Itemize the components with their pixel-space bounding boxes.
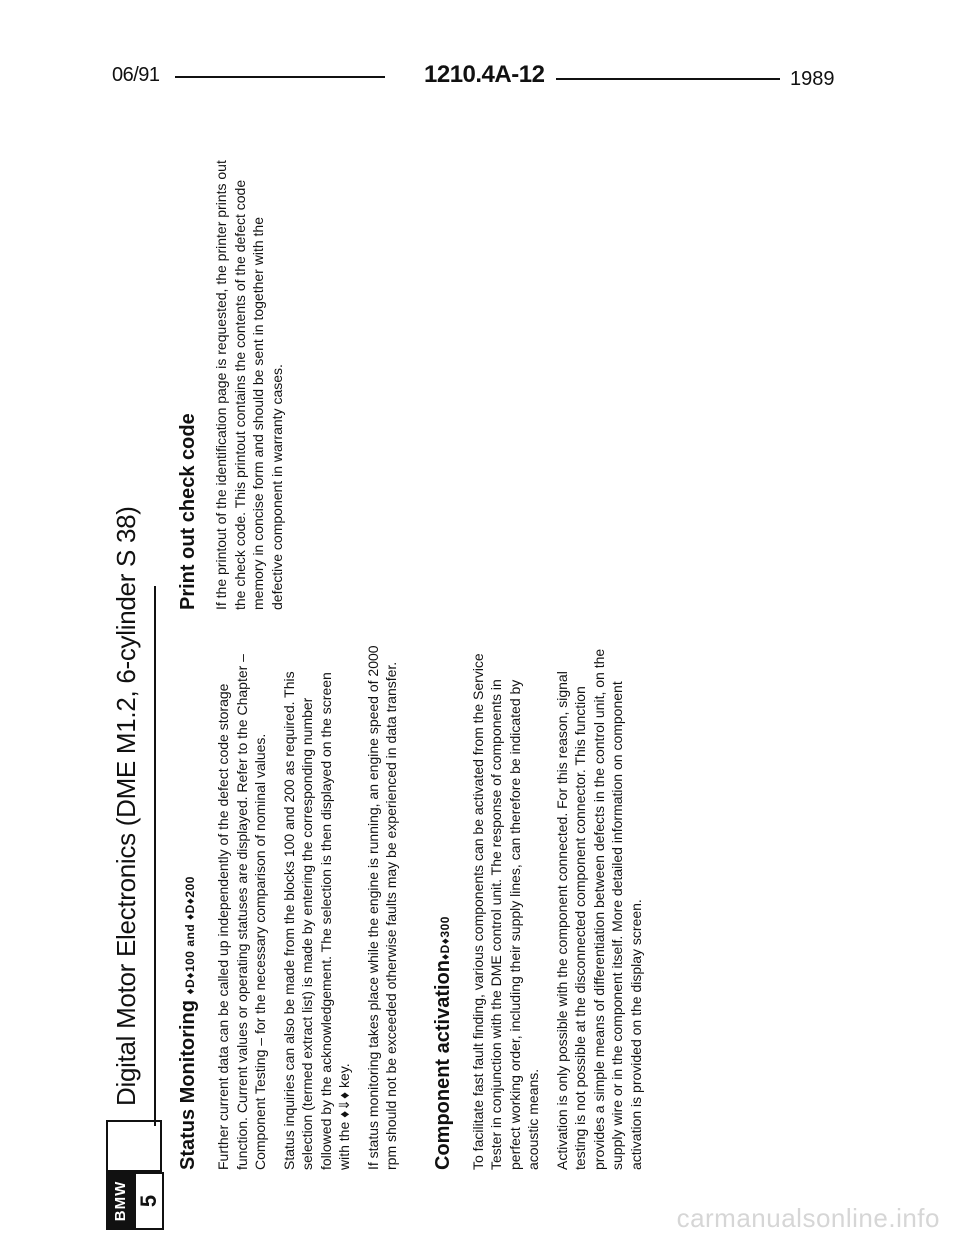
left-column bbox=[176, 645, 655, 1170]
rotated-page-body bbox=[104, 80, 924, 1230]
component-activation-keys: ♦D♦300 bbox=[437, 916, 452, 960]
page-code: 1210.4A-12 bbox=[424, 61, 545, 88]
component-activation-heading bbox=[431, 645, 457, 1170]
logo-empty-box bbox=[106, 1120, 162, 1172]
right-column bbox=[176, 160, 296, 610]
component-activation-heading-text: Component activation bbox=[431, 959, 454, 1170]
status-monitoring-keys: ♦D♦100 and ♦D♦200 bbox=[183, 876, 197, 995]
page-title: Digital Motor Electronics (DME M1.2, 6-cylinder S 38) bbox=[111, 506, 141, 1106]
logo-brand: BMW bbox=[106, 1172, 136, 1230]
status-monitoring-heading-text: Status Monitoring bbox=[177, 994, 199, 1170]
print-check-code-heading: Print out check code bbox=[177, 413, 199, 610]
model-year: 1989 bbox=[790, 68, 835, 90]
status-monitoring-heading bbox=[176, 645, 202, 1170]
site-watermark: carmanualsonline.info bbox=[676, 1203, 940, 1233]
bmw-series-logo bbox=[106, 1172, 164, 1230]
logo-series: 5 bbox=[136, 1172, 164, 1230]
title-underline bbox=[154, 586, 156, 1126]
issue-date: 06/91 bbox=[112, 64, 160, 86]
header-rule-left bbox=[175, 76, 385, 78]
status-monitoring-paragraph-2: Status inquiries can also be made from the blocks 100 and 200 as required. This selection (termed extract list) is made by entering the corresponding number followed by the acknowledgement. The selection is then displayed on the screen with the ♦⇓♦ key. bbox=[280, 671, 352, 1170]
status-monitoring-paragraph-3: If status monitoring takes place while the engine is running, an engine speed of 2000 rpm should not be exceeded otherwise faults may be experienced in data transfer. bbox=[364, 645, 399, 1170]
print-check-code-paragraph: If the printout of the identification page is requested, the printer prints out the check code. This printout contains the contents of the defect code memory in concise form and should be sent in together with the defective component in warranty cases. bbox=[213, 160, 285, 610]
status-monitoring-paragraph-1: Further current data can be called up independently of the defect code storage function. Current values or operating statuses are displayed. Refer to the Chapter – Component Testing – for the necessary comparison of nominal values. bbox=[215, 654, 268, 1170]
component-activation-paragraph-2: Activation is only possible with the component connected. For this reason, signal testing is not possible at the disconnected component connector. This function provides a simple means of differentiation between defects in the control unit, on the supply wire or in the component itself. More detailed information on component activation is provided on the display screen. bbox=[553, 648, 644, 1170]
component-activation-paragraph-1: To facilitate fast fault finding, various components can be activated from the Service Tester in conjunction with the DME control unit. The response of components in perfect working order, including their supply lines, can therefore be indicated by acoustic means. bbox=[469, 653, 541, 1170]
